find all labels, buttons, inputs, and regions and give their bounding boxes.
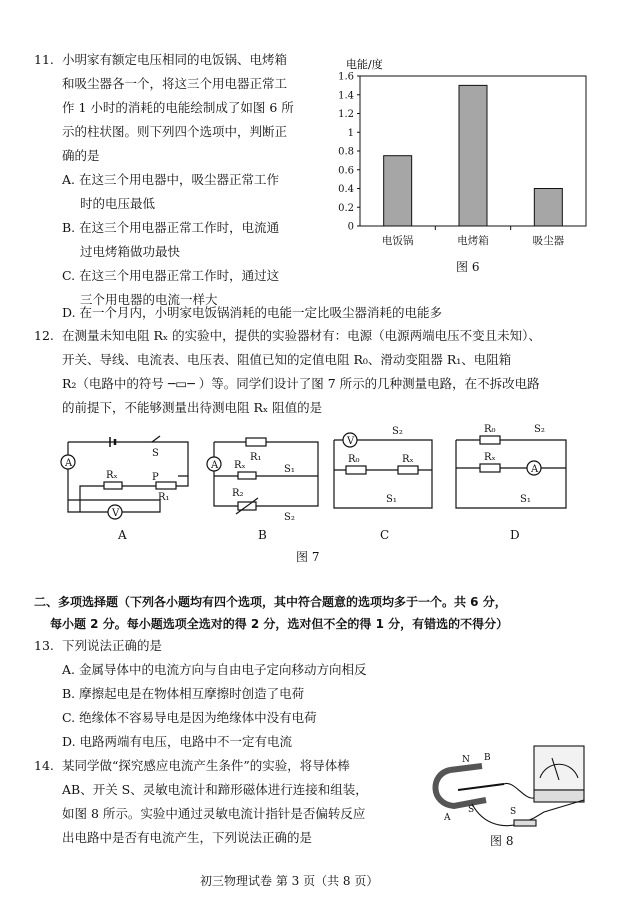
q14-number: 14.	[34, 758, 54, 773]
page-footer: 初三物理试卷 第 3 页（共 8 页）	[200, 874, 379, 888]
q12-stem-line: 的前提下，不能够测量出待测电阻 Rₓ 阻值的是	[62, 400, 323, 415]
ammeter-label: A	[211, 460, 219, 471]
circuit-c-label: C	[380, 528, 390, 542]
circuit-diagrams	[40, 420, 600, 530]
y-tick-label: 1	[347, 127, 354, 139]
q13-option-a: A. 金属导体中的电流方向与自由电子定向移动方向相反	[62, 662, 367, 677]
rx-label: Rₓ	[106, 470, 118, 481]
energy-bar-chart	[328, 50, 598, 280]
rx-label: Rₓ	[484, 452, 496, 463]
r1-label: R₁	[158, 492, 170, 503]
q11-option-b: B. 在这三个用电器正常工作时，电流通	[62, 220, 280, 235]
q14-stem-line: 出电路中是否有电流产生，下列说法正确的是	[62, 830, 313, 845]
y-tick-label: 1.2	[338, 109, 354, 120]
q11-number: 11.	[34, 52, 54, 67]
y-tick-label: 0.2	[338, 202, 354, 214]
s1-label: S₁	[520, 494, 531, 505]
x-category-label: 吸尘器	[532, 235, 565, 247]
q11-option-a-cont: 时的电压最低	[80, 196, 156, 211]
q13-option-d: D. 电路两端有电压，电路中不一定有电流	[62, 734, 293, 749]
voltmeter-label: V	[347, 436, 355, 447]
figure-7-caption: 图 7	[296, 550, 320, 564]
q11-stem-line: 和吸尘器各一个，将这三个用电器正常工	[62, 76, 288, 91]
q11-stem-line: 作 1 小时的消耗的电能绘制成了如图 6 所	[62, 100, 294, 115]
q11-option-a: A. 在这三个用电器中，吸尘器正常工作	[62, 172, 279, 187]
q11-option-d: D. 在一个月内，小明家电饭锅消耗的电能一定比吸尘器消耗的电能多	[62, 305, 443, 320]
switch-label: S	[152, 448, 159, 459]
r0-label: R₀	[484, 424, 496, 435]
ammeter-label: A	[65, 458, 73, 469]
q11-option-c-cont: 三个用电器的电流一样大	[80, 292, 218, 307]
q13-option-b: B. 摩擦起电是在物体相互摩擦时创造了电荷	[62, 686, 305, 701]
q12-stem-line: 开关、导线、电流表、电压表、阻值已知的定值电阻 R₀、滑动变阻器 R₁、电阻箱	[62, 352, 512, 367]
y-tick-label: 0.6	[338, 165, 354, 177]
rod-b-label: B	[484, 753, 491, 763]
s1-label: S₁	[386, 494, 397, 505]
y-tick-label: 0.4	[338, 184, 354, 195]
rx-label: Rₓ	[402, 454, 414, 465]
bar-吸尘器	[534, 189, 562, 227]
bar-电烤箱	[459, 85, 487, 226]
s1-label: S₁	[284, 464, 295, 475]
q13-option-c: C. 绝缘体不容易导电是因为绝缘体中没有电荷	[62, 710, 317, 725]
q13-number: 13.	[34, 638, 54, 653]
switch-label: S	[510, 807, 517, 817]
s2-label: S₂	[534, 424, 545, 435]
ammeter-label: A	[531, 464, 539, 475]
y-tick-label: 1.6	[338, 71, 354, 83]
rx-label: Rₓ	[234, 460, 246, 471]
q12-stem-line: 在测量未知电阻 Rₓ 的实验中，提供的实验器材有：电源（电源两端电压不变且未知）、	[62, 328, 541, 343]
south-pole-label: S	[468, 805, 475, 815]
figure-6-caption: 图 6	[456, 260, 480, 274]
circuit-d-label: D	[510, 528, 520, 542]
q11-stem-line: 确的是	[62, 148, 100, 163]
y-tick-label: 1.4	[338, 90, 354, 102]
r2-label: R₂	[232, 488, 244, 499]
section-2-heading-cont: 每小题 2 分。每小题选项全选对的得 2 分，选对但不全的得 1 分，有错选的不得分）	[50, 617, 509, 631]
x-category-label: 电烤箱	[457, 235, 489, 247]
voltmeter-label: V	[112, 508, 120, 519]
r0-label: R₀	[348, 454, 360, 465]
q11-stem-line: 示的柱状图。则下列四个选项中，判断正	[62, 124, 288, 139]
r1-label: R₁	[250, 452, 262, 463]
q14-stem-line: 某同学做“探究感应电流产生条件”的实验，将导体棒	[62, 758, 350, 773]
q11-option-b-cont: 过电烤箱做功最快	[80, 244, 181, 259]
q11-stem-line: 小明家有额定电压相同的电饭锅、电烤箱	[62, 52, 288, 67]
north-pole-label: N	[462, 755, 470, 765]
bar-电饭锅	[384, 156, 412, 226]
slider-label: P	[152, 472, 159, 483]
induction-apparatus	[424, 740, 604, 836]
q12-number: 12.	[34, 328, 54, 343]
y-axis-label: 电能/度	[346, 58, 383, 71]
x-category-label: 电饭锅	[381, 235, 414, 247]
q13-stem: 下列说法正确的是	[62, 638, 163, 653]
s2-label: S₂	[392, 426, 403, 437]
circuit-b	[207, 438, 318, 523]
circuit-b-label: B	[258, 528, 267, 542]
section-2-heading: 二、多项选择题（下列各小题均有四个选项，其中符合题意的选项均多于一个。共 6 分，	[34, 595, 507, 609]
y-tick-label: 0	[347, 221, 354, 233]
q14-stem-line: 如图 8 所示。实验中通过灵敏电流计指针是否偏转反应	[62, 806, 366, 821]
circuit-d	[456, 424, 566, 508]
y-tick-label: 0.8	[338, 146, 354, 158]
circuit-a-label: A	[118, 528, 127, 542]
figure-8-caption: 图 8	[490, 834, 514, 848]
rod-a-label: A	[444, 813, 451, 823]
circuit-c	[334, 426, 432, 508]
q12-stem-line: R₂（电路中的符号 ─▭─ ）等。同学们设计了图 7 所示的几种测量电路，在不拆改电路	[62, 376, 540, 391]
circuit-a	[61, 436, 188, 519]
s2-label: S₂	[284, 512, 295, 523]
q14-stem-line: AB、开关 S、灵敏电流计和蹄形磁体进行连接和组装，	[62, 782, 368, 797]
q11-option-c: C. 在这三个用电器正常工作时，通过这	[62, 268, 280, 283]
